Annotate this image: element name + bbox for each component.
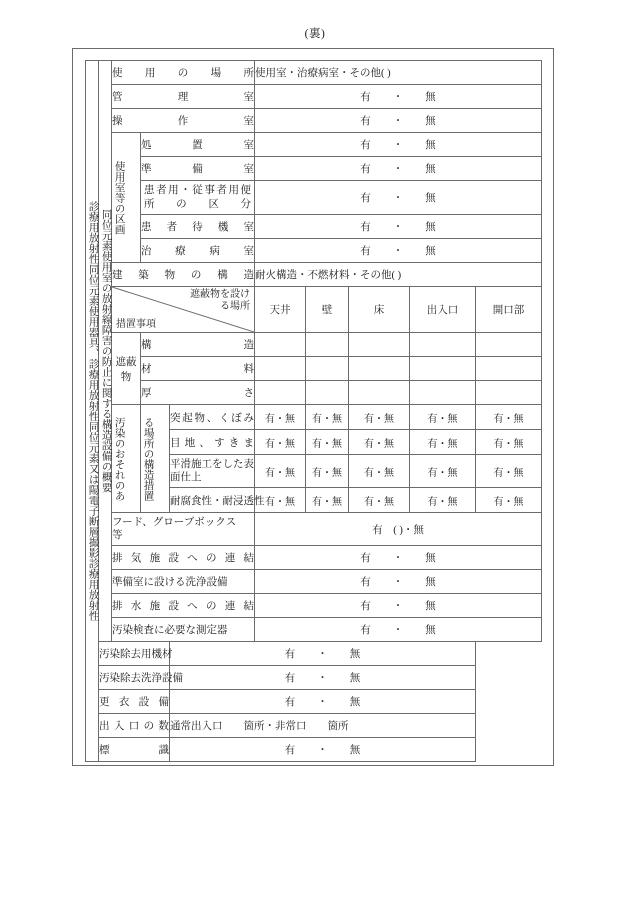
value-joints-floor[interactable]: 有・無 (349, 430, 410, 455)
value-joints-opening[interactable]: 有・無 (476, 430, 542, 455)
value-smooth-wall[interactable]: 有・無 (306, 455, 349, 488)
no-text: 無 (425, 246, 436, 257)
page-header (0, 25, 630, 41)
label-building-structure: 建築物の構造 (112, 263, 255, 287)
label-treatment-room: 処置室 (141, 133, 255, 157)
table-row-shield-material (86, 357, 542, 381)
label-drainage-connection: 排水施設への連結 (112, 594, 255, 618)
value-decon-equipment[interactable] (170, 642, 476, 666)
side-label-outer: 診療用放射性同位元素使用器具、診療用放射性同位元素又は陽電子断層撮影診療用放射性 (87, 201, 99, 621)
label-contamination-meter: 汚染検査に必要な測定器 (112, 618, 255, 642)
value-prep-washing[interactable] (255, 570, 542, 594)
column-header-opening: 開口部 (476, 287, 542, 333)
value-preparation-room[interactable] (255, 157, 542, 181)
input-shield-structure-ceiling[interactable] (255, 333, 306, 357)
separator-dot: ・ (317, 697, 328, 708)
label-measure-items: 措置事項 (116, 319, 156, 330)
separator-dot: ・ (392, 601, 404, 612)
radiation-facility-form-table (85, 60, 542, 762)
yes-text: 有 (360, 116, 371, 127)
page-side-marker: (裏) (304, 28, 326, 40)
label-signage: 標識 (99, 738, 170, 762)
label-changing-facility: 更衣設備 (99, 690, 170, 714)
label-usage-place: 使用の場所 (112, 61, 255, 85)
no-text: 無 (425, 164, 436, 175)
separator-dot: ・ (392, 92, 404, 103)
table-row-changing-facility (86, 690, 542, 714)
input-shield-structure-opening[interactable] (476, 333, 542, 357)
table-row-signage (86, 738, 542, 762)
table-row-preparation-room (86, 157, 542, 181)
label-toilet-division (141, 181, 255, 215)
table-row-prep-washing (86, 570, 542, 594)
input-shield-material-floor[interactable] (349, 357, 410, 381)
label-contamination-group-cell (112, 405, 141, 513)
label-hood-glovebox-line1: フード、グローブボックス (112, 516, 237, 528)
input-shield-thickness-opening[interactable] (476, 381, 542, 405)
label-division-group: 使用室等の区画 (113, 160, 125, 235)
label-smooth-finish (170, 455, 255, 488)
label-treatment-ward: 治療病室 (141, 239, 255, 263)
label-shield-location-line2: る場所 (220, 301, 251, 312)
table-row-decon-washing (86, 666, 542, 690)
table-row-drainage-connection (86, 594, 542, 618)
column-header-entrance: 出入口 (410, 287, 476, 333)
value-treatment-ward[interactable] (255, 239, 542, 263)
yes-text: 有 (360, 553, 371, 564)
yes-text: 有 (360, 222, 371, 233)
no-text: 無 (425, 577, 436, 588)
side-label-inner: 同位元素使用室の放射線障害の防止に関する構造設備の概要 (100, 209, 112, 493)
separator-dot: ・ (392, 140, 404, 151)
table-row-entrance-count (86, 714, 542, 738)
label-smooth-finish-line1: 平滑施工をした表 (170, 458, 254, 470)
value-joints-ceiling[interactable]: 有・無 (255, 430, 306, 455)
value-patient-waiting-room[interactable] (255, 215, 542, 239)
label-toilet-division-line1: 患者用・従事者用便 (144, 185, 252, 197)
input-shield-thickness-entrance[interactable] (410, 381, 476, 405)
yes-text: 有 (284, 745, 296, 756)
separator-dot: ・ (392, 246, 404, 257)
value-decon-washing[interactable] (170, 666, 476, 690)
label-contamination-group-cell-2 (141, 405, 170, 513)
separator-dot: ・ (317, 649, 328, 660)
value-smooth-ceiling[interactable]: 有・無 (255, 455, 306, 488)
label-hood-glovebox (112, 513, 255, 546)
value-usage-place[interactable]: 使用室・治療病室・その他( ) (255, 61, 542, 85)
yes-text: 有 (360, 193, 371, 204)
value-joints-wall[interactable]: 有・無 (306, 430, 349, 455)
input-shield-thickness-wall[interactable] (306, 381, 349, 405)
yes-text: 有 (284, 697, 296, 708)
value-smooth-opening[interactable]: 有・無 (476, 455, 542, 488)
yes-text: 有 (360, 625, 371, 636)
value-toilet-division[interactable] (255, 181, 542, 215)
value-drainage-connection[interactable] (255, 594, 542, 618)
yes-text: 有 (360, 246, 371, 257)
value-protrusion-entrance[interactable]: 有・無 (410, 405, 476, 430)
no-text: 無 (425, 601, 436, 612)
input-shield-thickness-floor[interactable] (349, 381, 410, 405)
table-row-toilet-division (86, 181, 542, 215)
label-toilet-division-line2: 所 の 区 分 (144, 198, 252, 210)
value-signage[interactable] (170, 738, 476, 762)
separator-dot: ・ (392, 577, 404, 588)
table-row-operation-room (86, 109, 542, 133)
no-text: 無 (425, 140, 436, 151)
input-shield-material-ceiling[interactable] (255, 357, 306, 381)
column-header-wall: 壁 (306, 287, 349, 333)
table-row-usage-place (86, 61, 542, 85)
value-corrosion-ceiling[interactable]: 有・無 (255, 488, 306, 513)
table-row-hood-glovebox (86, 513, 542, 546)
value-protrusion-floor[interactable]: 有・無 (349, 405, 410, 430)
no-text: 無 (349, 673, 361, 684)
separator-dot: ・ (317, 745, 328, 756)
value-operation-room[interactable] (255, 109, 542, 133)
value-entrance-count[interactable]: 通常出入口 箇所・非常口 箇所 (170, 714, 476, 738)
label-prep-washing: 準備室に設ける洗浄設備 (112, 570, 255, 594)
label-shield-thickness: 厚さ (141, 381, 255, 405)
yes-text: 有 (360, 164, 371, 175)
no-text: 無 (425, 116, 436, 127)
value-corrosion-opening[interactable]: 有・無 (476, 488, 542, 513)
value-building-structure[interactable]: 耐火構造・不燃材料・その他( ) (255, 263, 542, 287)
table-row-protrusion (86, 405, 542, 430)
label-shield-location-line1: 遮蔽物を設け (190, 289, 251, 300)
label-hood-glovebox-line2: 等 (112, 530, 123, 541)
value-corrosion-wall[interactable]: 有・無 (306, 488, 349, 513)
label-shield-structure: 構造 (141, 333, 255, 357)
value-contamination-meter[interactable] (255, 618, 542, 642)
separator-dot: ・ (392, 222, 404, 233)
table-row-management-room (86, 85, 542, 109)
yes-text: 有 (360, 140, 371, 151)
table-row-treatment-room (86, 133, 542, 157)
table-row-contamination-meter (86, 618, 542, 642)
value-protrusion-wall[interactable]: 有・無 (306, 405, 349, 430)
table-row-treatment-ward (86, 239, 542, 263)
no-text: 無 (349, 649, 361, 660)
value-changing-facility[interactable] (170, 690, 476, 714)
label-preparation-room: 準備室 (141, 157, 255, 181)
input-shield-structure-entrance[interactable] (410, 333, 476, 357)
input-shield-material-wall[interactable] (306, 357, 349, 381)
table-row-patient-waiting-room (86, 215, 542, 239)
label-contamination-group-left: 汚染のおそれのあ (113, 416, 125, 501)
label-shield-material: 材料 (141, 357, 255, 381)
value-protrusion-ceiling[interactable]: 有・無 (255, 405, 306, 430)
separator-dot: ・ (392, 553, 404, 564)
label-shield-location (190, 289, 250, 313)
value-joints-entrance[interactable]: 有・無 (410, 430, 476, 455)
yes-text: 有 (360, 92, 371, 103)
table-row-shield-structure (86, 333, 542, 357)
yes-text: 有 (360, 601, 371, 612)
value-management-room[interactable] (255, 85, 542, 109)
label-exhaust-connection: 排気施設への連結 (112, 546, 255, 570)
shield-diagonal-header-cell (112, 287, 255, 333)
label-operation-room: 操作室 (112, 109, 255, 133)
table-row-shield-thickness (86, 381, 542, 405)
label-corrosion-resistance: 耐腐食性・耐浸透性 (170, 488, 255, 513)
input-shield-material-opening[interactable] (476, 357, 542, 381)
side-label-inner-cell (99, 61, 112, 642)
label-protrusion: 突起物、くぼみ (170, 405, 255, 430)
input-shield-material-entrance[interactable] (410, 357, 476, 381)
separator-dot: ・ (317, 673, 328, 684)
table-row-exhaust-connection (86, 546, 542, 570)
separator-dot: ・ (392, 116, 404, 127)
side-label-outer-cell (86, 61, 99, 762)
input-shield-thickness-ceiling[interactable] (255, 381, 306, 405)
no-text: 無 (425, 553, 436, 564)
no-text: 無 (425, 625, 436, 636)
label-management-room: 管理室 (112, 85, 255, 109)
separator-dot: ・ (392, 625, 404, 636)
yes-text: 有 (284, 649, 296, 660)
column-header-floor: 床 (349, 287, 410, 333)
no-text: 無 (425, 92, 436, 103)
label-contamination-group-right: る場所の構造措置 (142, 416, 154, 501)
label-smooth-finish-line2: 面仕上 (170, 472, 202, 483)
table-row-building-structure (86, 263, 542, 287)
value-smooth-entrance[interactable]: 有・無 (410, 455, 476, 488)
label-entrance-count: 出入口の数 (99, 714, 170, 738)
yes-text: 有 (284, 673, 296, 684)
value-corrosion-floor[interactable]: 有・無 (349, 488, 410, 513)
separator-dot: ・ (392, 164, 404, 175)
label-joints-gaps: 目地、すきま (170, 430, 255, 455)
table-row-shield-header (86, 287, 542, 333)
value-smooth-floor[interactable]: 有・無 (349, 455, 410, 488)
separator-dot: ・ (392, 193, 404, 204)
label-decon-equipment: 汚染除去用機材 (99, 642, 170, 666)
value-corrosion-entrance[interactable]: 有・無 (410, 488, 476, 513)
no-text: 無 (349, 745, 361, 756)
value-hood-glovebox[interactable]: 有 ( )・無 (255, 513, 542, 546)
value-treatment-room[interactable] (255, 133, 542, 157)
label-decon-washing: 汚染除去洗浄設備 (99, 666, 170, 690)
label-shield-group: 遮蔽物 (112, 333, 141, 405)
value-exhaust-connection[interactable] (255, 546, 542, 570)
label-patient-waiting-room: 患者待機室 (141, 215, 255, 239)
value-protrusion-opening[interactable]: 有・無 (476, 405, 542, 430)
no-text: 無 (425, 222, 436, 233)
table-row-decon-equipment (86, 642, 542, 666)
yes-text: 有 (360, 577, 371, 588)
no-text: 無 (425, 193, 436, 204)
input-shield-structure-wall[interactable] (306, 333, 349, 357)
column-header-ceiling: 天井 (255, 287, 306, 333)
label-division-group-cell (112, 133, 141, 263)
input-shield-structure-floor[interactable] (349, 333, 410, 357)
no-text: 無 (349, 697, 361, 708)
